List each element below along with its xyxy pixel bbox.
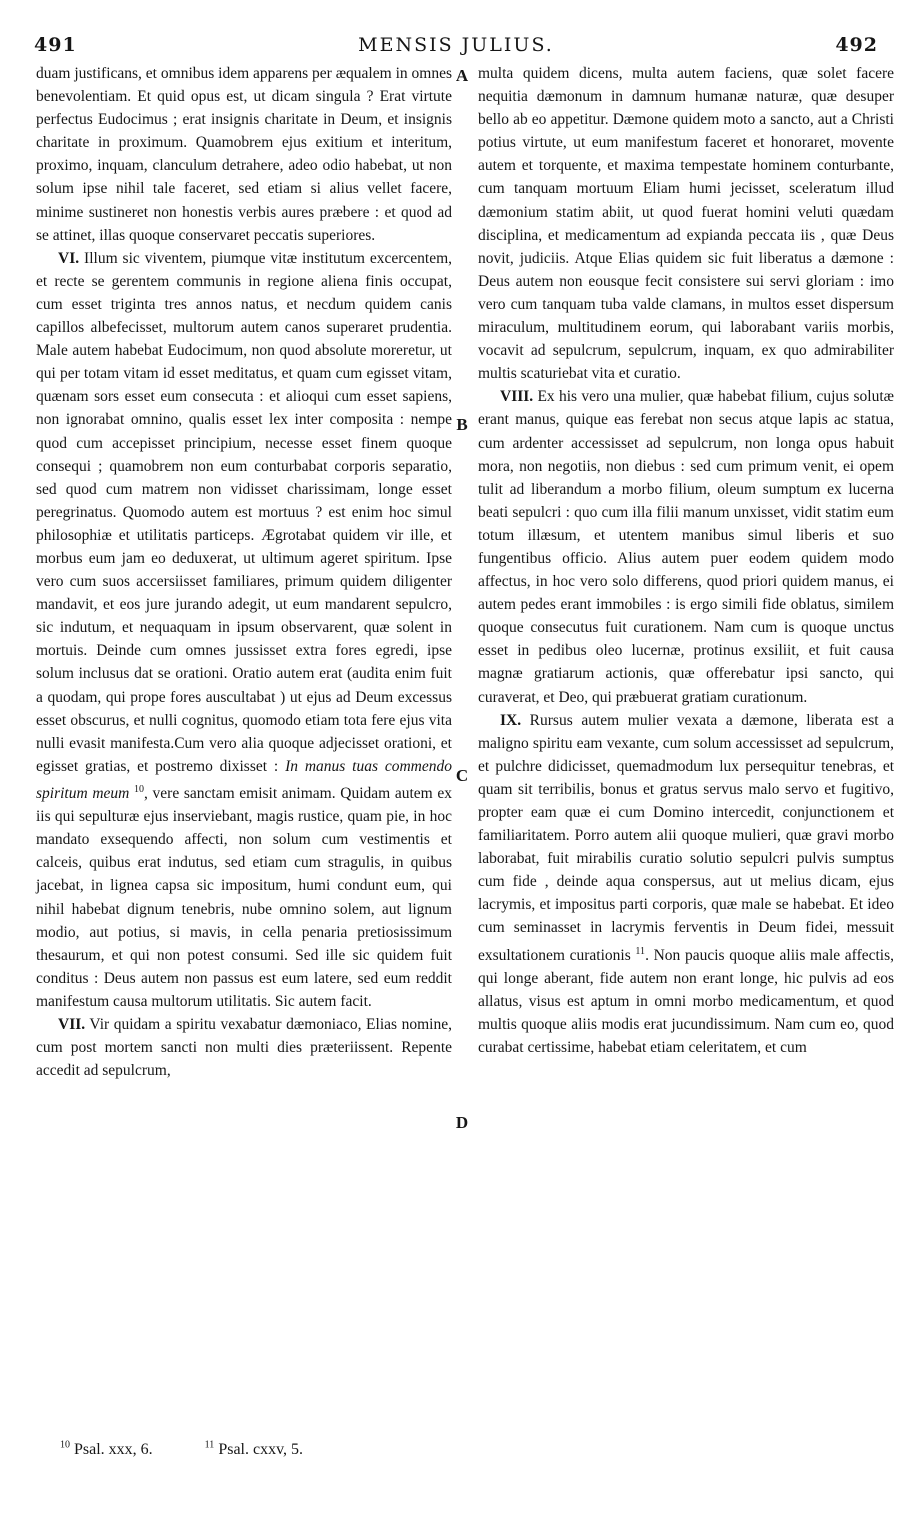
margin-marker-b: B	[456, 415, 468, 434]
paragraph-text: , vere sanctam emisit animam. Quidam autem ex iis qui sepulturæ ejus inserviebant, magis rustice, quam pie, in hoc mandato exsequendo affecti, non solum cum vestimentis et calceis, quibus erat indutus, sed etiam cum stragulis, in quibus jacebat, in lignea capsa sic impositum, humi condunt eum, qui nihil habebat dignum tenebris, nube omnino solem, aut lignum modio, aut potius, si mavis, in cella penaria pretiosissimum thesaurum, et qui non potest consumi. Sed ille sic quidem fuit conditus : Deus autem non passus est eum latere, sed eum reddit manifestum causa multorum utilitatis. Sic autem facit.	[36, 785, 452, 1010]
running-title: MENSIS JULIUS.	[358, 34, 554, 56]
footnote-text: Psal. xxx, 6.	[70, 1441, 153, 1459]
paragraph	[36, 1013, 452, 1082]
paragraph	[478, 385, 894, 708]
section-number: VI.	[58, 249, 80, 267]
margin-marker-c: C	[455, 766, 469, 785]
paragraph	[36, 247, 452, 1013]
section-number: VII.	[58, 1016, 86, 1033]
margin-marker-a: A	[455, 66, 469, 85]
section-number: IX.	[500, 711, 522, 729]
right-column	[478, 62, 894, 1059]
paragraph-text: Illum sic viventem, piumque vitæ institutum excercentem, et recte se gerentem communis in regione aliena finis occupat, cum esset triginta tres annos natus, et necdum quidem canis capillos albefecisset, multorum autem canos superaret prudentia. Male autem habebat Eudocimum, non quod absolute moreretur, ut qui per totam vitam id esset meditatus, et quam cum egisset vitam, quænam sors esset eum consecuta : et alioqui cum esset sapiens, non ignorabat omnino, qualis esset lex inter composita : nempe quod cum accepisset principium, necesse esset finem quoque consequi ; quamobrem non eum conturbabat corporis separatio, sed quod cum matrem non vidisset charissimam, longe esset peregrinatus. Quomodo autem est mortuus ? est enim hoc simul philosophiæ et utilitatis particeps. Ægrotabat quidem vir ille, et morbus eum jam eo deduxerat, ut ultimum ageret spiritum. Ipse vero cum suos accersiisset familiares, primum quidem diligenter mandavit, et eos jure jurando adegit, ut eum mandarent sepulcro, sic indutum, et nequaquam in ipsum observarent, quæ solent in mortuis. Deinde cum omnes jussisset extra fores egredi, ipse solum inclusus dat se orationi. Oratio autem erat (audita enim fuit a quodam, qui prope fores auscultabat ) ut ejus ad Deum excessus esset obscurus, et nulli cognitus, quomodo etiam tota fere ejus vita nulli evasit manifesta.Cum vero alia quoque adjecisset orationi, et egisset gratias, et postremo dixisset :	[36, 249, 452, 775]
scripture-quote: In manus tuas commendo spiritum meum	[36, 757, 453, 803]
paragraph-text: Rursus autem mulier vexata a dæmone, liberata est a maligno spiritu eam vexante, cum solum accessisset ad sepulcrum, et pulchre didicisset, quemadmodum lux persequitur tenebras, et quam sit terribilis, bonus et gratus servus malo servo et fugitivo, propter eam quæ ei cum Domino intercedit, conjunctionem et familiaritatem. Porro autem alii quoque mulieri, quæ gravi morbo laborabat, fuit mirabilis curatio solutio sepulcri pulvis sumptus cum fide , deinde aqua conspersus, aut ut melius dicam, ejus lacrymis, et impositus parti corporis, quæ male se habebat. Et ideo cum seminasset in lacrymis ferventis in Deum fidei, messuit exsultationem curationis	[478, 711, 894, 964]
paragraph-text: Ex his vero una mulier, quæ habebat filium, cujus solutæ erant manus, quique eas ferebat non secus atque lapis ac statua, cum ardenter accessisset ad sepulcrum, non longa opus habuit mora, non negotiis, non diebus : sed cum primum venit, ei opem tulit ad liberandum a morbo filium, oleum sumptum ex lucerna beati sepulcri : quo cum illa filii manum unxisset, vidit statim eum totum illæsum, et utentem manibus simul liberis et suo fungentibus officio. Alius autem puer eodem quidem modo affectus, in hoc vero solo differens, quod priori quidem manus, ei autem pedes erant immobiles : is ergo simili fide oblatus, similem quoque consecutus fuit curationem. Nam cum is quoque unctus esset in pedibus oleo lucernæ, protinus exsiliit, et fuit causa magnæ gratiarum actionis, quæ offerebatur ipsi sancto, qui curaverat, et Deo, qui præbuerat gratiam curationum.	[478, 388, 894, 706]
footnote-number: 11	[204, 1440, 215, 1451]
footnote-ref: 10	[134, 783, 144, 795]
page-number-left: 491	[34, 34, 77, 56]
margin-marker-d: D	[455, 1113, 469, 1132]
paragraph: multa quidem dicens, multa autem faciens, quæ solet facere nequitia dæmonum in damnum humanæ naturæ, quæ desuper bello ab eo appetitur. Dæmone quidem moto a sancto, aut a Christi potius virtute, ut eum manifestum faceret et honoraret, movente autem et torquente, et maxima tempestate hominem conturbante, cum tanquam mortuum Eliam humi jecisset, sceleratum illud dæmonium statim abiit, ut quod fuerat homini veluti quædam disciplina, et medicamentum ad expianda peccata iis , quæ Deus novit, judiciis. Atque Elias quidem sic fuit liberatus a dæmone : Deus autem non eousque fecit consistere sui servi gloriam : imo vero cum tanquam tuba valde clamans, in multos esset dispersum miraculum, multitudinem eorum, qui laborabant variis morbis, vocavit ad sepulcrum, sepulcrum, inquam, ex quo admirabiliter multis scaturiebat vita et curatio.	[478, 65, 894, 383]
section-number: VIII.	[500, 388, 534, 406]
paragraph: duam justificans, et omnibus idem apparens per æqualem in omnes benevolentiam. Et quid opus est, ut dicam singula ? Erat virtute perfectus Eudocimus ; erat insignis charitate in Deum, et insignis charitate in proximum. Quamobrem ejus exitium et interitum, proximo, inquam, clanculum detrahere, adeo odio habebat, ut non solum ipse nihil tale faceret, sed etiam si alius vellet facere, minime sustineret non honestis verbis aures præbere : et quod ad se attinet, illas quoque conservaret peccatis superiores.	[36, 65, 452, 244]
footnote	[205, 1441, 327, 1458]
left-column	[36, 62, 452, 1082]
footnote-number: 10	[60, 1440, 70, 1451]
paragraph-text: . Non paucis quoque aliis male affectis, qui longe aberant, fide autem non erant longe, hic pulvis ad eos allatus, visus est aptum in omni morbo medicamentum, et quod multis quoque aliis modis erat jucundissimum. Nam cum eo, quod curabat certissime, habebat etiam celeritatem, et cum	[478, 946, 895, 1057]
footnotes	[60, 1440, 560, 1459]
footnote-ref: 11	[635, 945, 646, 957]
paragraph-text: Vir quidam a spiritu vexabatur dæmoniaco, Elias nomine, cum post mortem sancti non multi dies præteriissent. Repente accedit ad sepulcrum,	[36, 1016, 452, 1080]
page-header	[34, 34, 878, 58]
paragraph	[478, 709, 894, 1060]
footnote	[60, 1441, 177, 1458]
page-number-right: 492	[835, 34, 878, 56]
footnote-text: Psal. cxxv, 5.	[214, 1441, 304, 1459]
